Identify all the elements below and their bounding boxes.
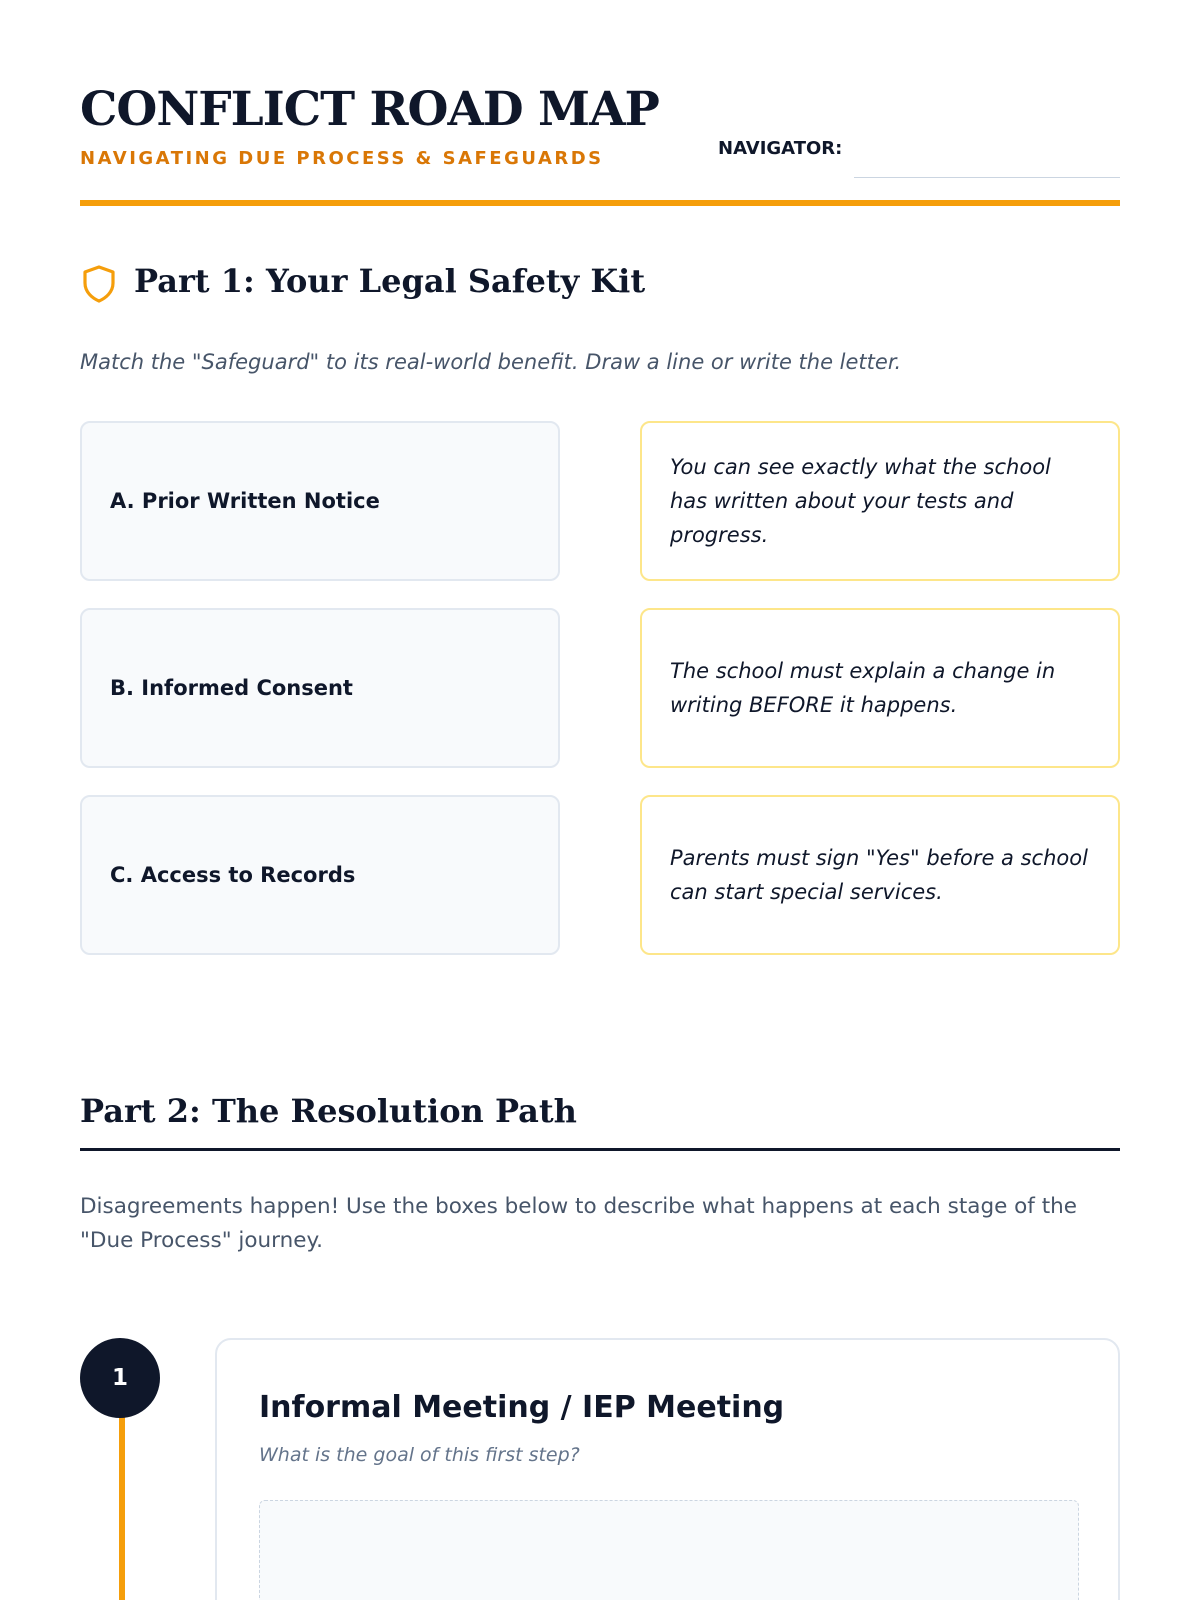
part1-instructions: Match the "Safeguard" to its real-world benefit. Draw a line or write the letter. xyxy=(80,350,902,374)
page-subtitle: NAVIGATING DUE PROCESS & SAFEGUARDS xyxy=(80,148,604,169)
part2-title: Part 2: The Resolution Path xyxy=(80,1092,577,1130)
benefit-card-1[interactable]: You can see exactly what the school has written about your tests and progress. xyxy=(640,421,1120,581)
timeline-line xyxy=(119,1400,125,1600)
benefit-card-2[interactable]: The school must explain a change in writing BEFORE it happens. xyxy=(640,608,1120,768)
safeguard-card-b[interactable]: B. Informed Consent xyxy=(80,608,560,768)
safeguard-card-c[interactable]: C. Access to Records xyxy=(80,795,560,955)
shield-icon xyxy=(80,264,118,304)
navigator-input[interactable] xyxy=(854,148,1120,178)
benefit-card-3[interactable]: Parents must sign "Yes" before a school can start special services. xyxy=(640,795,1120,955)
page-title: CONFLICT ROAD MAP xyxy=(80,82,659,137)
safeguard-card-a[interactable]: A. Prior Written Notice xyxy=(80,421,560,581)
part2-divider xyxy=(80,1148,1120,1151)
part2-description: Disagreements happen! Use the boxes below to describe what happens at each stage of the "Due Process" journey. xyxy=(80,1194,1077,1253)
navigator-field-group xyxy=(718,136,1120,166)
header xyxy=(80,82,1120,206)
step-number-badge: 1 xyxy=(80,1338,160,1418)
step-answer-input[interactable] xyxy=(259,1500,1079,1600)
navigator-label: NAVIGATOR: xyxy=(718,138,843,159)
step-question: What is the goal of this first step? xyxy=(259,1444,580,1466)
part1-title: Part 1: Your Legal Safety Kit xyxy=(134,262,646,300)
header-divider xyxy=(80,200,1120,206)
step-card xyxy=(215,1338,1120,1600)
step-title: Informal Meeting / IEP Meeting xyxy=(259,1390,785,1425)
